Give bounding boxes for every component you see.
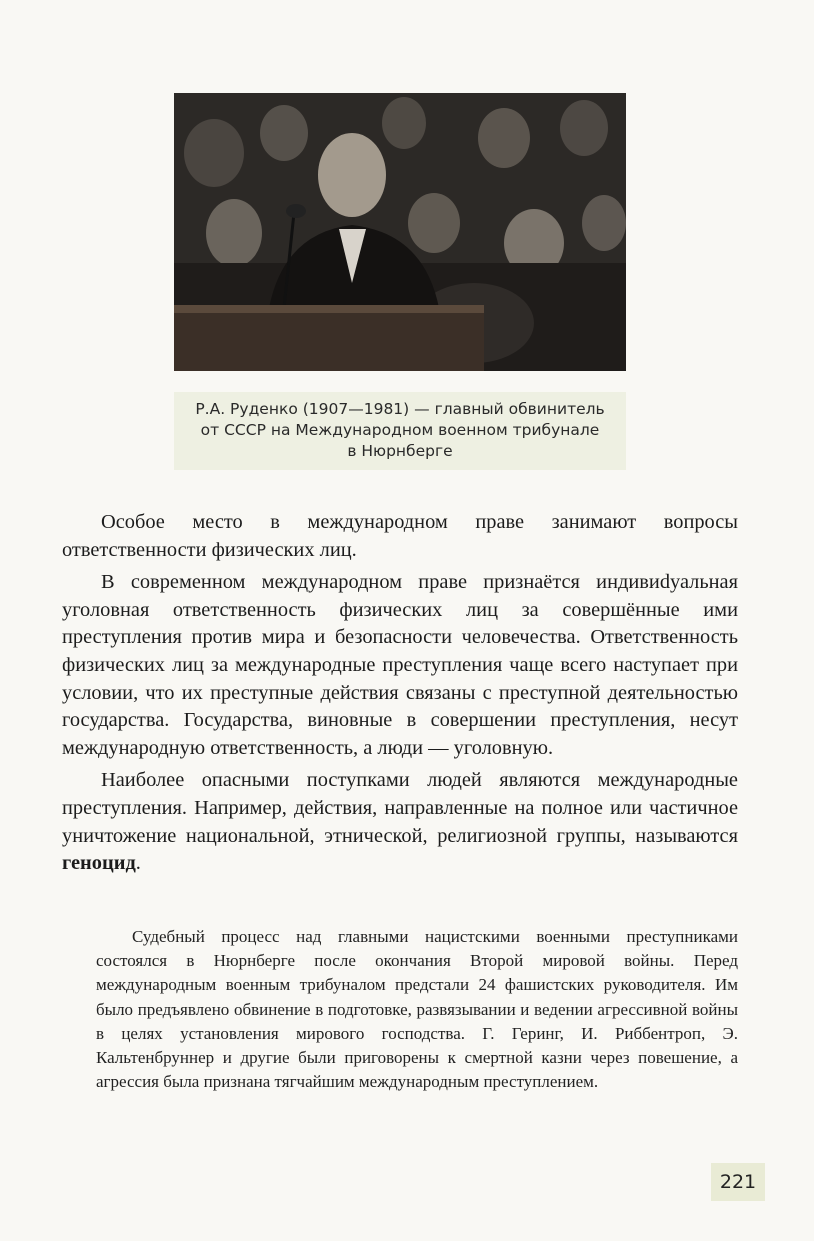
page-number: 221 xyxy=(711,1163,765,1201)
photo-caption xyxy=(174,392,626,470)
note-box xyxy=(96,925,738,1094)
paragraph xyxy=(62,767,738,877)
note-text: Судебный процесс над главными нацистскими военными преступниками состоялся в Нюрнберге после окончания Второй мировой войны. Перед международным военным трибуналом предстали 24 фашистских руководителя. Им было предъявлено обвинение в подготовке, развязывании и ведении агрессивной войны в целях установления мирового господства. Г. Геринг, И. Риббентроп, Э. Кальтенбруннер и другие были приговорены к смертной казни через повешение, а агрессия была признана тягчайшим международным преступлением. xyxy=(96,927,738,1092)
photo-rudenko xyxy=(174,93,626,371)
paragraph: Особое место в международном праве занимают вопросы ответственности физических лиц. xyxy=(62,511,738,561)
caption-line: в Нюрнберге xyxy=(347,442,453,460)
term-genocide: геноцид xyxy=(62,852,136,875)
photo-illustration xyxy=(174,93,626,371)
paragraph-text: Наиболее опасными поступками людей являются международные преступления. Например, действия, направленные на полное или частичное уничтожение национальной, этнической, религиозной группы, называются xyxy=(62,769,738,847)
main-text xyxy=(62,509,738,883)
caption-line: Р.А. Руденко (1907—1981) — главный обвинитель xyxy=(195,400,605,418)
caption-line: от СССР на Международном военном трибунале xyxy=(200,421,600,439)
paragraph: В современном международном праве признаётся индивиdуальная уголовная ответственность физических лиц за совершённые ими преступления против мира и безопасности человечества. Ответственность физических лиц за международные преступления чаще всего наступает при условии, что их преступные действия связаны с преступной деятельностью государства. Государства, виновные в совершении преступления, несут международную ответственность, а люди — уголовную. xyxy=(62,571,738,759)
paragraph-end: . xyxy=(135,852,141,875)
